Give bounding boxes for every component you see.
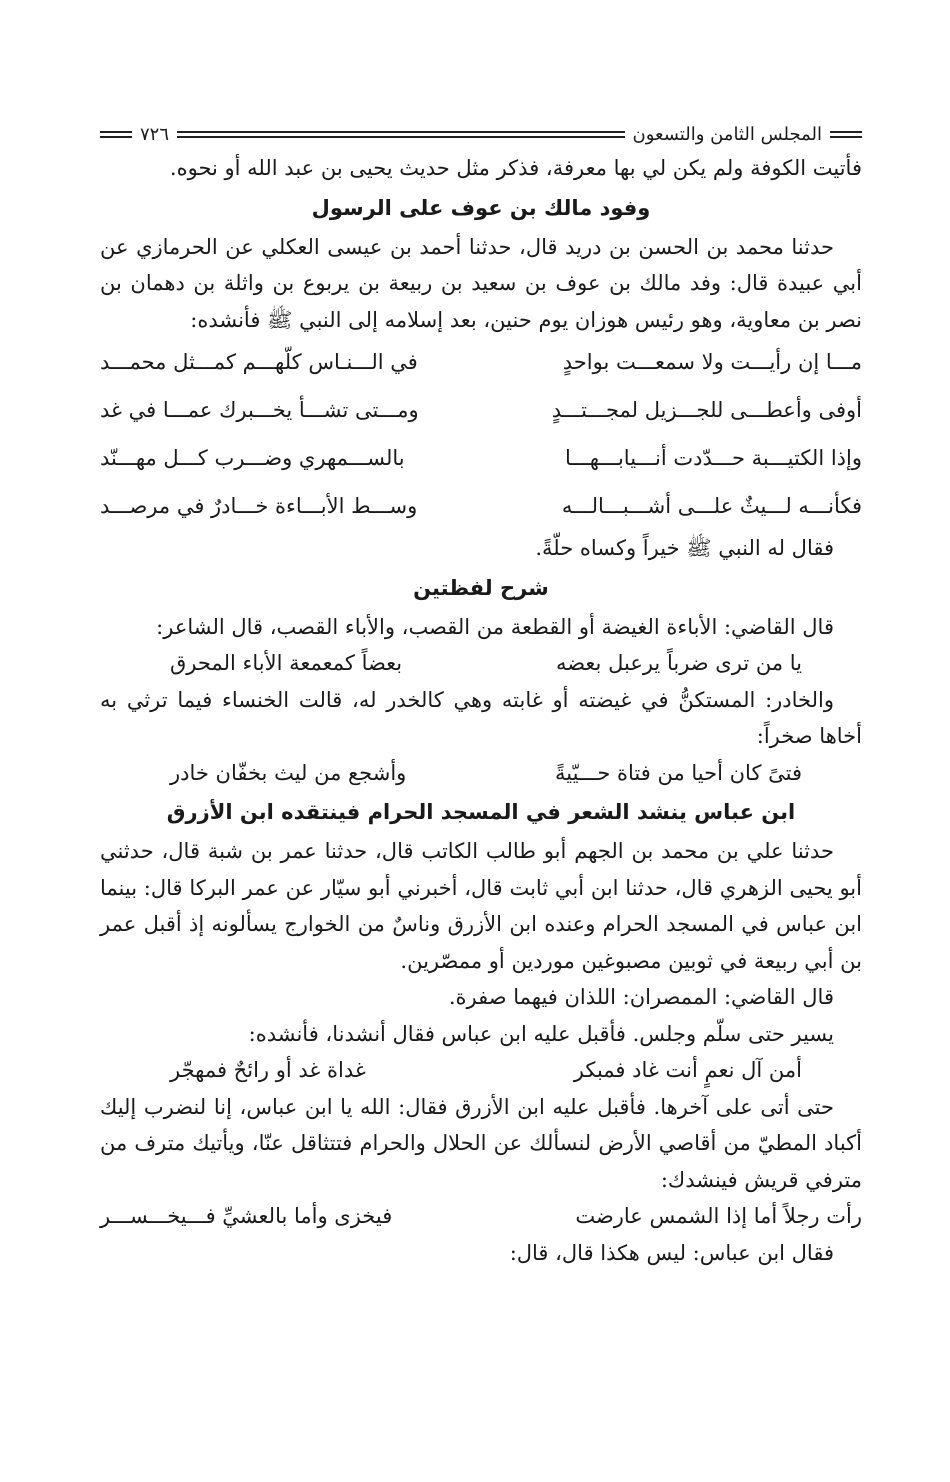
verse-first-hemistich: رأت رجلاً أما إذا الشمس عارضت	[575, 1204, 862, 1228]
verse-first-hemistich: أوفى وأعطـــى للجـــزيل لمجـــتـــدٍ	[551, 398, 862, 422]
verse-first-hemistich: فكأنـــه لـــيثٌ علـــى أشـــبـــالـــه	[561, 494, 862, 518]
verse-first-hemistich: أمن آل نعمٍ أنت غاد فمبكر	[573, 1058, 802, 1082]
verse-line	[100, 338, 862, 386]
page-body	[100, 118, 862, 1271]
paragraph: حدثنا محمد بن الحسن بن دريد قال، حدثنا أحمد بن عيسى العكلي عن الحرمازي عن أبي عبيدة قال: وفد مالك بن عوف بن سعيد بن ربيعة بن يربوع بن واثلة بن دهمان بن نصر بن معاوية، وهو رئيس هوزان يوم حنين، بعد إسلامه إلى النبي ﷺ فأنشده:	[100, 234, 862, 332]
paragraph: حدثنا علي بن محمد بن الجهم أبو طالب الكاتب قال، حدثنا عمر بن شبة قال، حدثني أبو يحيى الزهري قال، حدثنا ابن أبي ثابت قال، أخبرني أبو سيّار عن عمر البركا قال: بينما ابن عباس في المسجد الحرام وعنده ابن الأزرق وناسٌ من الخوارج يسألونه إذ أقبل عمر بن أبي ربيعة في ثوبين مصبوغين موردين أو ممصّرين.	[100, 839, 862, 973]
verse-second-hemistich: في الـــنـاس كلّهـــم كمـــثل محمـــد	[100, 350, 418, 374]
header-rule	[177, 131, 625, 138]
verse-line	[100, 755, 862, 792]
header-rule	[830, 131, 862, 138]
section-heading-abbas: ابن عباس ينشد الشعر في المسجد الحرام فينتقده ابن الأزرق	[166, 800, 796, 824]
verse-line	[100, 386, 862, 434]
paragraph: فقال له النبي ﷺ خيراً وكساه حلّةً.	[535, 536, 834, 560]
paragraph: قال القاضي: الممصران: اللذان فيهما صفرة.	[448, 985, 834, 1009]
paragraph: يسير حتى سلّم وجلس. فأقبل عليه ابن عباس فقال أنشدنا، فأنشده:	[248, 1021, 834, 1046]
section-heading-malik: وفود مالك بن عوف على الرسول	[311, 195, 651, 220]
verse-second-hemistich: فيخزى وأما بالعشيِّ فـــيخـــســـر	[100, 1204, 393, 1228]
verse-first-hemistich: مـــا إن رأيـــت ولا سمعـــت بواحدٍ	[562, 350, 862, 374]
running-header	[100, 118, 862, 150]
verse-line	[100, 482, 862, 530]
paragraph: فأتيت الكوفة ولم يكن لي بها معرفة، فذكر مثل حديث يحيى بن عبد الله أو نحوه.	[169, 156, 862, 180]
verse-second-hemistich: وســـط الأبـــاءة خـــادرٌ في مرصـــد	[100, 494, 418, 518]
paragraph: فقال ابن عباس: ليس هكذا قال، قال:	[509, 1240, 834, 1265]
page-number: ٧٢٦	[140, 123, 170, 145]
verse-line	[100, 434, 862, 482]
verse-line	[100, 1052, 862, 1089]
verse-second-hemistich: غداة غد أو رائحٌ فمهجّر	[170, 1058, 366, 1082]
verse-line	[100, 1198, 862, 1235]
chapter-title: المجلس الثامن والتسعون	[632, 123, 822, 145]
verse-second-hemistich: بالســـمهري وضـــرب كـــل مهـــنّد	[100, 446, 405, 470]
paragraph: قال القاضي: الأباءة الغيضة أو القطعة من القصب، والأباء القصب، قال الشاعر:	[156, 614, 834, 639]
verse-second-hemistich: ومـــتى تشـــأ يخـــبرك عمـــا في غد	[100, 398, 419, 422]
verse-second-hemistich: وأشجع من ليث بخفّان خادر	[170, 760, 407, 785]
paragraph: حتى أتى على آخرها. فأقبل عليه ابن الأزرق فقال: الله يا ابن عباس، إنا لنضرب إليك أكباد المطيّ من أقاصي الأرض لنسألك عن الحلال والحرام فتتثاقل عنّا، ويأتيك مترف من مترفي قريش فينشدك:	[100, 1094, 862, 1192]
verse-line	[100, 645, 862, 682]
section-heading-sharh: شرح لفظتين	[413, 575, 549, 600]
verse-first-hemistich: يا من ترى ضرباً يرعبل بعضه	[555, 651, 802, 675]
paragraph: والخادر: المستكنُّ في غيضته أو غابته وهي كالخدر له، قالت الخنساء فيما ترثي به أخاها صخراً:	[100, 687, 862, 748]
verse-first-hemistich: وإذا الكتيـــبة حـــدّدت أنـــيابـــهـــا	[564, 446, 862, 470]
header-rule	[100, 131, 132, 138]
verse-first-hemistich: فتىً كان أحيا من فتاة حـــيّيةً	[554, 760, 802, 785]
verse-second-hemistich: بعضاً كمعمعة الأباء المحرق	[170, 651, 403, 675]
